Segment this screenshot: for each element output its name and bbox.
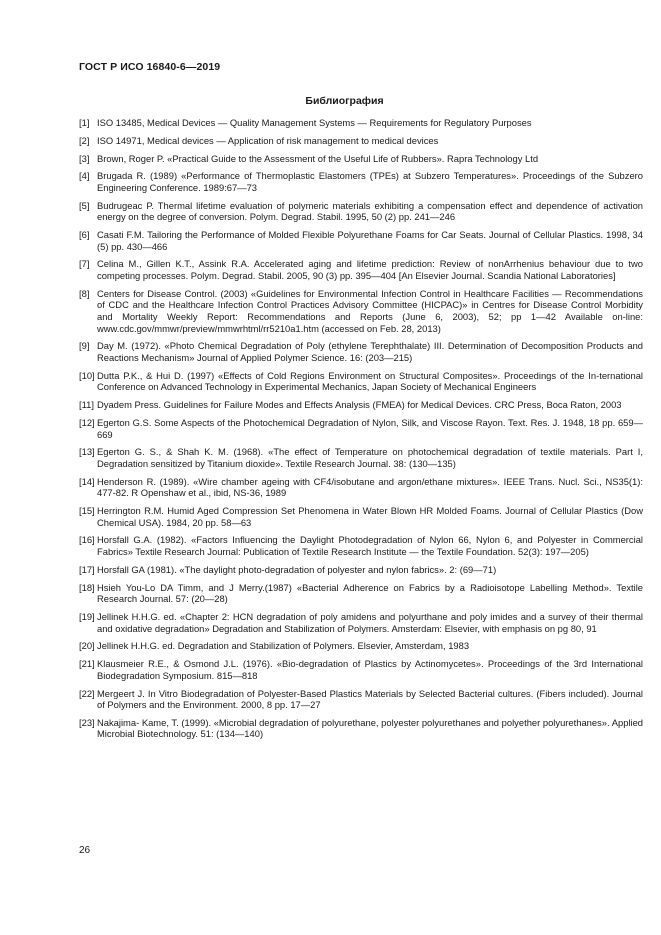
reference-number: [7] [79, 258, 90, 270]
list-item [79, 258, 643, 281]
reference-text: Henderson R. (1989). «Wire chamber ageing with CF4/isobutane and argon/ethane mixtures». IEEE Trans. Nucl. Sci., NS35(1): 477-82. R Openshaw et al., ibid, NS-36, 1989 [97, 475, 643, 499]
reference-text: Dyadem Press. Guidelines for Failure Modes and Effects Analysis (FMEA) for Medical Devices. CRC Press, Boca Raton, 2003 [97, 399, 622, 411]
reference-number: [3] [79, 152, 90, 164]
reference-number: [5] [79, 199, 90, 211]
list-item [79, 476, 643, 499]
list-item [79, 170, 643, 193]
reference-number: [22] [79, 687, 95, 699]
reference-number: [17] [79, 563, 95, 575]
list-item [79, 640, 643, 652]
reference-number: [18] [79, 581, 95, 593]
reference-number: [20] [79, 640, 95, 652]
list-item [79, 658, 643, 681]
list-item [79, 611, 643, 634]
list-item [79, 135, 643, 147]
list-item [79, 288, 643, 334]
reference-text: ISO 13485, Medical Devices — Quality Management Systems — Requirements for Regulatory Purposes [97, 117, 532, 128]
reference-text: Casati F.M. Tailoring the Performance of Molded Flexible Polyurethane Foams for Car Seats. Journal of Cellular Plastics. 1998, 34 (5) pp. 430—466 [97, 229, 643, 252]
reference-text: Hsieh You-Lo DA Timm, and J Merry.(1987) «Bacterial Adherence on Fabrics by a Radioisotope Labelling Method». Textile Research Journal. 57: (20—28) [97, 581, 643, 605]
reference-number: [1] [79, 117, 90, 128]
list-item [79, 582, 643, 605]
reference-number: [9] [79, 340, 90, 352]
reference-number: [8] [79, 287, 90, 299]
list-item [79, 505, 643, 528]
list-item [79, 534, 643, 557]
reference-number: [19] [79, 610, 95, 622]
reference-text: Horsfall G.A. (1982). «Factors Influencing the Daylight Photodegradation of Nylon 66, Nylon 6, and Polyester in Commercial Fabrics» Textile Research Journal: Publication of Textile Research Institute — the Textile Foundation. 52(3): 197—205) [97, 534, 643, 558]
reference-text: Egerton G.S. Some Aspects of the Photochemical Degradation of Nylon, Silk, and Viscose Rayon. Text. Res. J. 1948, 18 pp. 659—669 [97, 416, 643, 440]
reference-number: [21] [79, 658, 95, 670]
reference-number: [10] [79, 369, 95, 381]
reference-text: Brugada R. (1989) «Performance of Thermoplastic Elastomers (TPEs) at Subzero Temperatures». Proceedings of the Subzero Engineering Conference. 1989:67—73 [97, 170, 643, 193]
reference-text: Herrington R.M. Humid Aged Compression Set Phenomena in Water Blown HR Molded Foams. Journal of Cellular Plastics (Dow Chemical USA). 1984, 20 pp. 58—63 [97, 505, 643, 528]
reference-text: Egerton G. S., & Shah K. M. (1968). «The effect of Temperature on photochemical degradation of textile materials. Part I, Degradation sensitized by Titanium dioxide». Textile Research Journal. 38: (130—135) [97, 446, 643, 469]
reference-number: [4] [79, 170, 90, 182]
reference-text: Budrugeac P. Thermal lifetime evaluation of polymeric materials exhibiting a compensation effect and dependence of activation energy on the degree of conversion. Polym. Degrad. Stabil. 1995, 50 (2) pp. 241—246 [97, 199, 643, 223]
list-item [79, 564, 643, 576]
list-item [79, 417, 643, 440]
standard-header: ГОСТ Р ИСО 16840-6—2019 [79, 61, 221, 73]
reference-number: [15] [79, 505, 95, 517]
reference-number: [23] [79, 716, 95, 728]
reference-number: [11] [79, 399, 94, 411]
reference-text: Jellinek H.H.G. ed. «Chapter 2: HCN degradation of poly amidens and polyurthane and poly imides and a survey of their thermal and oxidative degradation» Degradation and Stabilization of Polymers. Amsterdam: Elsevier, with emphasis on pg 80, 91 [97, 610, 643, 634]
reference-text: Mergeert J. In Vitro Biodegradation of Polyester-Based Plastics Materials by Selected Bacterial cultures. (Fibers included). Journal of Polymers and the Environment. 2000, 8 pp. 17—27 [97, 687, 643, 711]
reference-text: Nakajima- Kame, T. (1999). «Microbial degradation of polyurethane, polyester polyurethanes and polyether polyurethanes». Applied Microbial Biotechnology. 51: (134—140) [97, 716, 643, 740]
list-item [79, 688, 643, 711]
reference-number: [12] [79, 416, 95, 428]
list-item [79, 340, 643, 363]
reference-text: Brown, Roger P. «Practical Guide to the Assessment of the Useful Life of Rubbers». Rapra Technology Ltd [97, 152, 539, 164]
list-item [79, 229, 643, 252]
reference-text: Celina M., Gillen K.T., Assink R.A. Accelerated aging and lifetime prediction: Review of nonArrhenius behaviour due to two competing processes. Polym. Degrad. Stabil. 2005, 90 (3) pp. 395—404 [An Elsevier Journal. Scandia National Laboratories] [97, 258, 643, 282]
reference-text: Horsfall GA (1981). «The daylight photo-degradation of polyester and nylon fabrics». 2: (69—71) [97, 563, 497, 575]
section-title [0, 95, 661, 107]
reference-text: Centers for Disease Control. (2003) «Guidelines for Environmental Infection Control in Healthcare Facilities — Recommendations of CDC and the Healthcare Infection Control Practices Advisory Committee (HICPAC)» in Centres for Disease Control Morbidity and Mortality Weekly Report: Recommendations and Reports (June 6, 2003), 52; pp 1—42 Available on-line: www.cdc.gov/mmwr/preview/mmwrhtml/rr5210a1.htm (accessed on Feb. 28, 2013) [97, 287, 643, 334]
reference-number: [13] [79, 446, 95, 458]
reference-text: Jellinek H.H.G. ed. Degradation and Stabilization of Polymers. Elsevier, Amsterdam, 1983 [97, 640, 470, 652]
reference-text: ISO 14971, Medical devices — Application of risk management to medical devices [97, 134, 439, 146]
reference-text: Klausmeier R.E., & Osmond J.L. (1976). «Bio-degradation of Plastics by Actinomycetes». Proceedings of the 3rd International Biodegradation Symposium. 815—818 [97, 658, 643, 681]
list-item [79, 200, 643, 223]
reference-number: [2] [79, 134, 90, 146]
list-item [79, 153, 643, 165]
list-item [79, 117, 643, 129]
list-item [79, 399, 643, 411]
bibliography-heading: Библиография [305, 95, 384, 107]
list-item [79, 717, 643, 740]
reference-number: [14] [79, 475, 95, 487]
list-item [79, 446, 643, 469]
page-number: 26 [79, 845, 91, 856]
bibliography-list [79, 117, 643, 746]
reference-number: [16] [79, 534, 95, 546]
reference-number: [6] [79, 229, 90, 241]
reference-text: Day M. (1972). «Photo Chemical Degradation of Poly (ethylene Terephthalate) III. Determination of Decomposition Products and Reactions Mechanism» Journal of Applied Polymer Science. 16: (203—215) [97, 340, 643, 363]
list-item [79, 370, 643, 393]
reference-text: Dutta P.K., & Hui D. (1997) «Effects of Cold Regions Environment on Structural Composites». Proceedings of the In-ternational Conference on Advanced Technology in Experimental Mechanics, Japan Society of Mechanical Engineers [97, 369, 643, 393]
